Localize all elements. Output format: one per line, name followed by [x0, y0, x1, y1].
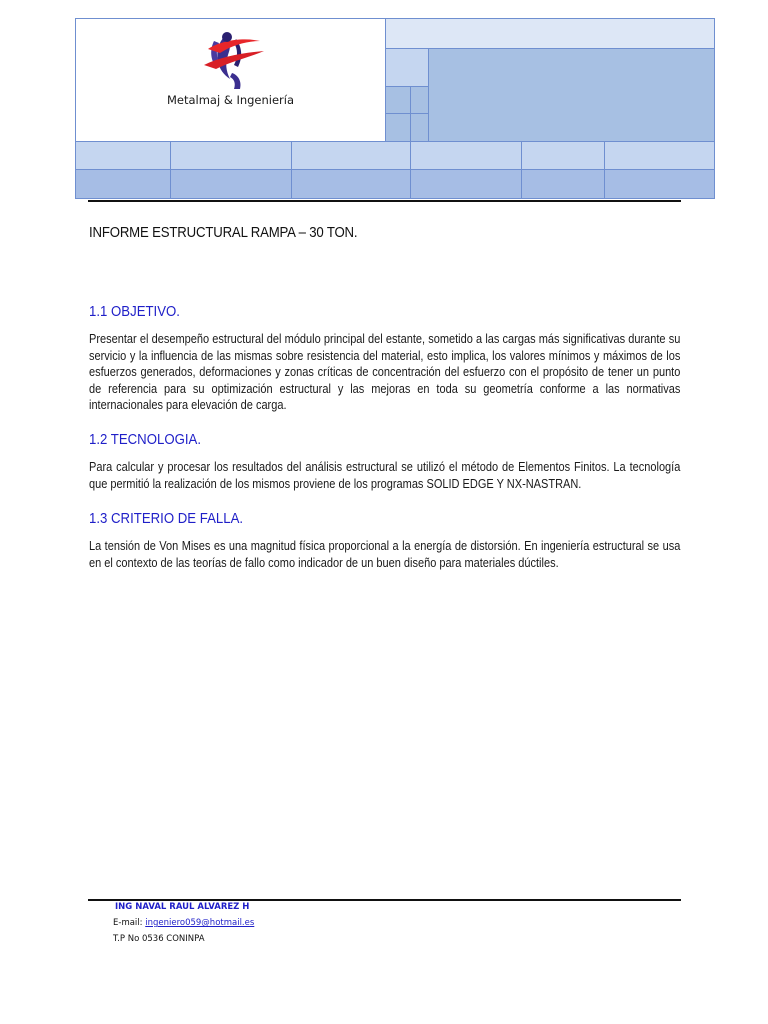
header-row2-cell: [171, 170, 292, 199]
header-row1-cell: [522, 142, 605, 170]
header-row1-cell: [605, 142, 715, 170]
header-row1-cell: [411, 142, 522, 170]
section-body-criterio: La tensión de Von Mises es una magnitud física proporcional a la energía de distorsión. En ingeniería estructural se usa en el contexto de las teorías de fallo como indicador de un buen diseño para materiales dúctiles.: [89, 539, 681, 570]
author-name: ING NAVAL RAUL ALVAREZ H: [115, 902, 250, 912]
company-name: Metalmaj & Ingeniería: [166, 93, 295, 107]
author-email-line: [113, 918, 254, 928]
header-row1-cell: [292, 142, 411, 170]
logo-cell: [76, 19, 386, 142]
header-cell-b2: [411, 114, 429, 142]
header-row2-cell: [76, 170, 171, 199]
section-heading-tecnologia: 1.2 TECNOLOGIA.: [89, 431, 201, 448]
header-cell-large: [429, 49, 715, 142]
footer-divider: [88, 899, 681, 901]
document-header-table: [75, 18, 715, 199]
section-heading-objetivo: 1.1 OBJETIVO.: [89, 303, 180, 320]
header-divider: [88, 200, 681, 202]
section-heading-criterio: 1.3 CRITERIO DE FALLA.: [89, 510, 244, 527]
section-body-objetivo: Presentar el desempeño estructural del módulo principal del estante, sometido a las cargas más significativas durante su servicio y la influencia de las mismas sobre resistencia del material, esto implica, los valores mínimos y máximos de los esfuerzos generados, deformaciones y zonas críticas de concentración del esfuerzo con el propósito de tener un punto de referencia para su optimización estructural y las mejoras en toda su geometría conforme a las normativas internacionales para elevación de carga.: [89, 332, 681, 412]
header-row1-cell: [76, 142, 171, 170]
header-row2-cell: [522, 170, 605, 199]
header-row1-cell: [171, 142, 292, 170]
email-link[interactable]: ingeniero059@hotmail.es: [145, 918, 255, 928]
document-title: INFORME ESTRUCTURAL RAMPA – 30 TON.: [89, 224, 358, 241]
header-cell-b1: [411, 87, 429, 114]
email-label: E-mail:: [113, 918, 146, 928]
logo-emblem-icon: [186, 27, 276, 93]
header-cell-a1: [386, 87, 411, 114]
header-row2-cell: [605, 170, 715, 199]
header-cell-mid: [386, 49, 429, 87]
header-row2-cell: [292, 170, 411, 199]
header-row2-cell: [411, 170, 522, 199]
section-body-tecnologia: Para calcular y procesar los resultados del análisis estructural se utilizó el método de Elementos Finitos. La tecnología que permitió la realización de los mismos proviene de los programas SOLID EDGE Y NX-NASTRAN.: [89, 460, 681, 491]
company-logo: [131, 19, 331, 141]
header-cell-a2: [386, 114, 411, 142]
professional-license: T.P No 0536 CONINPA: [113, 934, 205, 944]
header-cell-top: [386, 19, 715, 49]
